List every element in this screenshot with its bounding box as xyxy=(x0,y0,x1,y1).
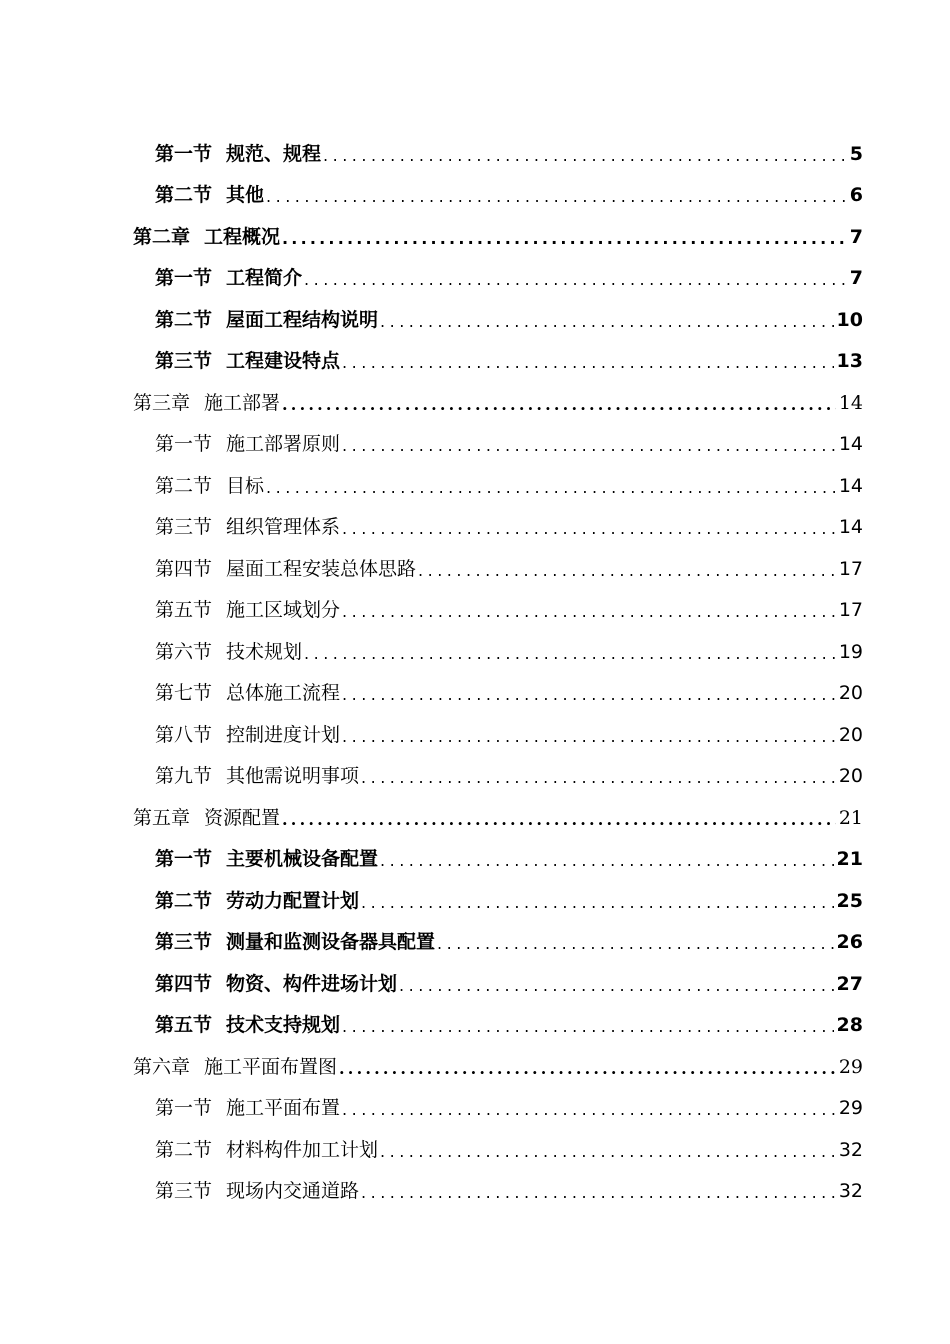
toc-section-entry[interactable] xyxy=(0,1005,950,1047)
dot-leader xyxy=(399,972,834,996)
toc-section-entry[interactable] xyxy=(0,839,950,881)
toc-section-entry[interactable] xyxy=(0,673,950,715)
toc-entry-number: 第一节 xyxy=(155,267,213,290)
dot-leader xyxy=(342,598,836,622)
toc-section-entry[interactable] xyxy=(0,341,950,383)
toc-entry-number: 第一节 xyxy=(155,142,213,165)
toc-entry-page-number: 10 xyxy=(836,308,863,331)
toc-entry-number: 第四节 xyxy=(155,972,213,995)
toc-entry-title: 屋面工程结构说明 xyxy=(226,308,379,331)
toc-entry-page-number: 21 xyxy=(836,848,863,871)
dot-leader xyxy=(342,681,836,705)
toc-entry-number: 第二章 xyxy=(133,225,191,248)
toc-entry-page-number: 29 xyxy=(838,1055,863,1078)
toc-entry-number: 第六节 xyxy=(155,640,213,663)
toc-section-entry[interactable] xyxy=(0,424,950,466)
toc-entry-title: 其他 xyxy=(226,184,265,207)
toc-entry-number: 第五节 xyxy=(155,599,213,622)
toc-entry-number: 第八节 xyxy=(155,723,213,746)
toc-section-entry[interactable] xyxy=(0,880,950,922)
toc-entry-title: 资源配置 xyxy=(204,806,281,829)
toc-entry-title: 测量和监测设备器具配置 xyxy=(226,931,436,954)
toc-entry-page-number: 13 xyxy=(836,350,863,373)
toc-entry-number: 第二节 xyxy=(155,184,213,207)
toc-entry-number: 第四节 xyxy=(155,557,213,580)
toc-entry-title: 目标 xyxy=(226,474,265,497)
dot-leader xyxy=(282,391,836,415)
toc-entry-page-number: 17 xyxy=(838,557,863,580)
toc-entry-number: 第二节 xyxy=(155,474,213,497)
toc-entry-title: 施工部署原则 xyxy=(226,433,341,456)
toc-entry-page-number: 6 xyxy=(849,184,863,207)
toc-entry-number: 第三节 xyxy=(155,931,213,954)
dot-leader xyxy=(342,432,836,456)
toc-section-entry[interactable] xyxy=(0,1171,950,1213)
toc-entry-page-number: 17 xyxy=(838,599,863,622)
dot-leader xyxy=(380,1138,836,1162)
table-of-contents xyxy=(0,133,950,1212)
toc-section-entry[interactable] xyxy=(0,299,950,341)
toc-section-entry[interactable] xyxy=(0,465,950,507)
toc-entry-page-number: 20 xyxy=(838,765,863,788)
toc-entry-page-number: 20 xyxy=(838,682,863,705)
toc-entry-page-number: 25 xyxy=(836,889,863,912)
toc-entry-title: 屋面工程安装总体思路 xyxy=(226,557,417,580)
toc-entry-number: 第三节 xyxy=(155,350,213,373)
toc-entry-page-number: 28 xyxy=(836,1014,863,1037)
toc-entry-page-number: 32 xyxy=(838,1180,863,1203)
toc-entry-title: 组织管理体系 xyxy=(226,516,341,539)
dot-leader xyxy=(342,1013,834,1037)
toc-chapter-entry[interactable] xyxy=(0,216,950,258)
toc-section-entry[interactable] xyxy=(0,631,950,673)
toc-entry-page-number: 21 xyxy=(838,806,863,829)
dot-leader xyxy=(361,764,836,788)
toc-entry-title: 劳动力配置计划 xyxy=(226,889,360,912)
toc-entry-page-number: 29 xyxy=(838,1097,863,1120)
toc-entry-page-number: 7 xyxy=(849,267,863,290)
toc-section-entry[interactable] xyxy=(0,922,950,964)
dot-leader xyxy=(380,308,834,332)
toc-section-entry[interactable] xyxy=(0,714,950,756)
toc-entry-page-number: 14 xyxy=(838,516,863,539)
toc-entry-page-number: 19 xyxy=(838,640,863,663)
toc-entry-page-number: 5 xyxy=(849,142,863,165)
toc-section-entry[interactable] xyxy=(0,756,950,798)
toc-entry-number: 第三章 xyxy=(133,391,191,414)
toc-entry-title: 工程建设特点 xyxy=(226,350,341,373)
toc-section-entry[interactable] xyxy=(0,548,950,590)
dot-leader xyxy=(304,640,836,664)
toc-entry-page-number: 14 xyxy=(838,433,863,456)
toc-entry-number: 第二节 xyxy=(155,308,213,331)
toc-entry-title: 施工平面布置图 xyxy=(204,1055,338,1078)
toc-section-entry[interactable] xyxy=(0,590,950,632)
toc-entry-title: 材料构件加工计划 xyxy=(226,1138,379,1161)
toc-entry-title: 施工部署 xyxy=(204,391,281,414)
toc-entry-title: 工程概况 xyxy=(204,225,281,248)
dot-leader xyxy=(342,723,836,747)
toc-chapter-entry[interactable] xyxy=(0,382,950,424)
toc-entry-page-number: 27 xyxy=(836,972,863,995)
toc-entry-number: 第五章 xyxy=(133,806,191,829)
toc-entry-title: 现场内交通道路 xyxy=(226,1180,360,1203)
toc-entry-title: 主要机械设备配置 xyxy=(226,848,379,871)
dot-leader xyxy=(342,1096,836,1120)
dot-leader xyxy=(418,557,836,581)
toc-entry-page-number: 7 xyxy=(849,225,863,248)
toc-section-entry[interactable] xyxy=(0,1129,950,1171)
toc-entry-page-number: 14 xyxy=(838,391,863,414)
toc-entry-title: 规范、规程 xyxy=(226,142,322,165)
toc-entry-number: 第二节 xyxy=(155,889,213,912)
dot-leader xyxy=(282,806,836,830)
dot-leader xyxy=(342,515,836,539)
dot-leader xyxy=(361,1179,836,1203)
toc-entry-title: 控制进度计划 xyxy=(226,723,341,746)
toc-entry-title: 总体施工流程 xyxy=(226,682,341,705)
toc-section-entry[interactable] xyxy=(0,175,950,217)
toc-entry-page-number: 26 xyxy=(836,931,863,954)
toc-entry-number: 第五节 xyxy=(155,1014,213,1037)
toc-entry-number: 第三节 xyxy=(155,1180,213,1203)
toc-entry-number: 第一节 xyxy=(155,848,213,871)
dot-leader xyxy=(380,847,834,871)
dot-leader xyxy=(323,142,847,166)
dot-leader xyxy=(304,266,847,290)
toc-entry-title: 施工平面布置 xyxy=(226,1097,341,1120)
toc-chapter-entry[interactable] xyxy=(0,1046,950,1088)
dot-leader xyxy=(266,474,836,498)
dot-leader xyxy=(266,183,847,207)
toc-section-entry[interactable] xyxy=(0,133,950,175)
toc-chapter-entry[interactable] xyxy=(0,797,950,839)
toc-entry-number: 第一节 xyxy=(155,433,213,456)
dot-leader xyxy=(339,1055,836,1079)
toc-entry-title: 物资、构件进场计划 xyxy=(226,972,398,995)
toc-entry-title: 技术支持规划 xyxy=(226,1014,341,1037)
toc-entry-title: 工程简介 xyxy=(226,267,303,290)
dot-leader xyxy=(342,349,834,373)
toc-entry-title: 施工区域划分 xyxy=(226,599,341,622)
toc-entry-page-number: 14 xyxy=(838,474,863,497)
toc-section-entry[interactable] xyxy=(0,258,950,300)
toc-section-entry[interactable] xyxy=(0,963,950,1005)
toc-section-entry[interactable] xyxy=(0,507,950,549)
toc-entry-page-number: 20 xyxy=(838,723,863,746)
toc-entry-number: 第九节 xyxy=(155,765,213,788)
toc-entry-number: 第三节 xyxy=(155,516,213,539)
toc-entry-title: 技术规划 xyxy=(226,640,303,663)
dot-leader xyxy=(282,225,847,249)
dot-leader xyxy=(437,930,834,954)
toc-section-entry[interactable] xyxy=(0,1088,950,1130)
toc-entry-number: 第一节 xyxy=(155,1097,213,1120)
toc-entry-number: 第二节 xyxy=(155,1138,213,1161)
toc-entry-number: 第七节 xyxy=(155,682,213,705)
dot-leader xyxy=(361,889,834,913)
toc-entry-number: 第六章 xyxy=(133,1055,191,1078)
toc-entry-title: 其他需说明事项 xyxy=(226,765,360,788)
toc-entry-page-number: 32 xyxy=(838,1138,863,1161)
